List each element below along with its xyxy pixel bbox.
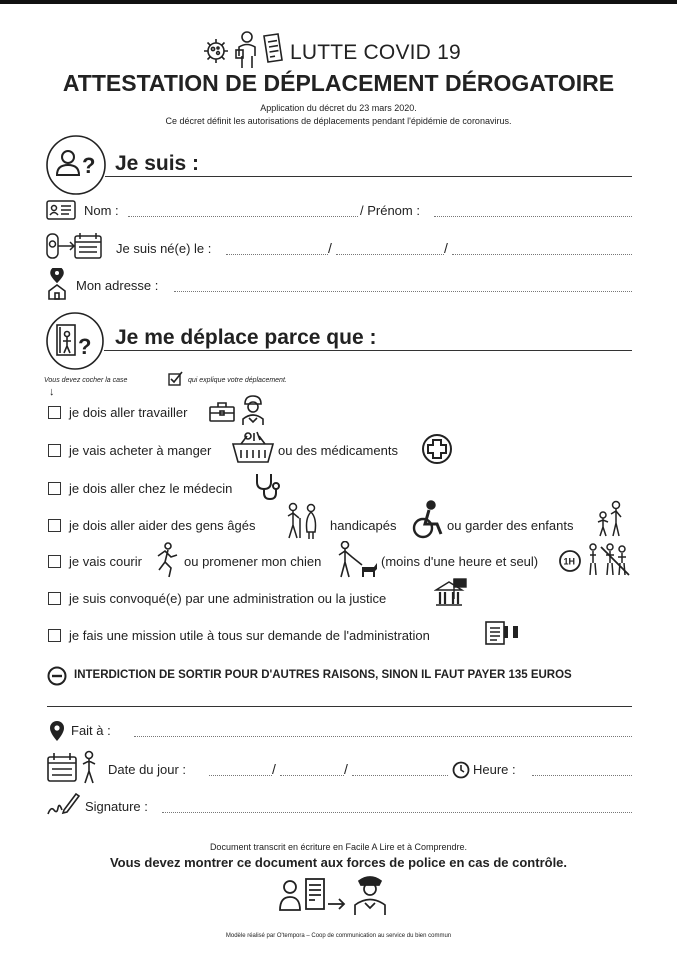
- clock-icon: [452, 761, 470, 779]
- elderly-people-icon: [283, 502, 323, 540]
- document-icon: [260, 32, 286, 66]
- option-dog-label: ou promener mon chien: [184, 554, 322, 569]
- fait-field[interactable]: [134, 736, 632, 737]
- option-medicine-label: ou des médicaments: [278, 443, 398, 458]
- checkbox-help-people[interactable]: [48, 519, 61, 532]
- checkbox-summons[interactable]: [48, 592, 61, 605]
- birth-slash-1: /: [328, 240, 332, 256]
- stethoscope-icon: [253, 472, 281, 502]
- one-hour-icon: [558, 549, 582, 573]
- signature-section-rule: [47, 706, 632, 707]
- address-field[interactable]: [174, 291, 632, 292]
- credit-line: Modèle réalisé par O'tempora – Coop de communication au service du bien commun: [225, 933, 452, 939]
- instruction-arrow: ↓: [49, 386, 55, 398]
- transcription-note: Document transcrit en écriture en Facile A Lire et à Comprendre.: [209, 842, 468, 852]
- checkbox-food-medicine[interactable]: [48, 444, 61, 457]
- option-handicap-label: handicapés: [330, 518, 397, 533]
- briefcase-icon: [208, 401, 236, 423]
- wheelchair-icon: [409, 500, 447, 540]
- option-mission-label: je fais une mission utile à tous sur demande de l'administration: [69, 628, 430, 643]
- nom-label: Nom :: [84, 203, 119, 218]
- fine-warning: INTERDICTION DE SORTIR POUR D'AUTRES RAISONS, SINON IL FAUT PAYER 135 EUROS: [74, 669, 572, 681]
- birth-month-field[interactable]: [336, 254, 444, 255]
- svg-text:?: ?: [82, 153, 96, 178]
- birth-day-field[interactable]: [226, 254, 328, 255]
- police-notice: Vous devez montrer ce document aux forces de police en cas de contrôle.: [109, 855, 568, 870]
- dog-walker-icon: [335, 541, 379, 579]
- date-slash-2: /: [344, 761, 348, 777]
- checked-box-icon: [168, 371, 184, 387]
- birth-slash-2: /: [444, 240, 448, 256]
- option-time-limit-label: (moins d'une heure et seul): [381, 554, 539, 569]
- section-rule-reason: [104, 350, 632, 351]
- instruction-before: Vous devez cocher la case: [44, 377, 128, 384]
- heure-field[interactable]: [532, 775, 632, 776]
- worker-icon: [240, 394, 266, 426]
- courthouse-icon: [434, 578, 468, 608]
- family-icon: [586, 543, 630, 577]
- house-pin-icon: [46, 268, 68, 300]
- no-entry-icon: [47, 666, 67, 686]
- section-heading-identity: Je suis :: [115, 152, 200, 175]
- prenom-field[interactable]: [434, 216, 632, 217]
- section-rule-identity: [105, 176, 632, 177]
- option-summons-label: je suis convoqué(e) par une administration ou la justice: [69, 591, 387, 606]
- svg-text:?: ?: [78, 334, 92, 359]
- decree-description: Ce décret définit les autorisations de déplacements pendant l'épidémie de coronavirus.: [165, 116, 512, 126]
- person-document-icon: [234, 30, 260, 70]
- document-flag-icon: [484, 620, 520, 646]
- runner-icon: [154, 542, 180, 578]
- checkbox-exercise[interactable]: [48, 555, 61, 568]
- date-slash-1: /: [272, 761, 276, 777]
- date-year-field[interactable]: [352, 775, 448, 776]
- address-label: Mon adresse :: [76, 278, 159, 293]
- date-month-field[interactable]: [280, 775, 344, 776]
- fait-label: Fait à :: [71, 723, 111, 738]
- option-children-label: ou garder des enfants: [447, 518, 574, 533]
- signature-field[interactable]: [162, 812, 632, 813]
- decree-reference: Application du décret du 23 mars 2020.: [260, 103, 417, 113]
- checkbox-mission[interactable]: [48, 629, 61, 642]
- heure-label: Heure :: [473, 762, 516, 777]
- person-question-icon: [44, 133, 108, 197]
- calendar-person-icon: [46, 750, 102, 784]
- nom-field[interactable]: [128, 216, 358, 217]
- pen-signature-icon: [46, 790, 80, 818]
- section-heading-reason: Je me déplace parce que :: [115, 326, 377, 349]
- prenom-label: / Prénom :: [360, 203, 420, 218]
- option-elderly-label: je dois aller aider des gens âgés: [69, 518, 256, 533]
- birth-year-field[interactable]: [452, 254, 632, 255]
- birth-label: Je suis né(e) le :: [116, 241, 212, 256]
- door-question-icon: [44, 310, 106, 372]
- date-label: Date du jour :: [108, 762, 187, 777]
- date-day-field[interactable]: [209, 775, 272, 776]
- option-work-label: je dois aller travailler: [69, 405, 188, 420]
- location-pin-icon: [49, 720, 65, 742]
- option-doctor-label: je dois aller chez le médecin: [69, 481, 233, 496]
- medical-cross-icon: [421, 433, 453, 465]
- signature-label: Signature :: [85, 799, 148, 814]
- logo-text: LUTTE COVID 19: [290, 41, 461, 64]
- police-icon: [350, 872, 390, 916]
- page-title: ATTESTATION DE DÉPLACEMENT DÉROGATOIRE: [62, 70, 615, 96]
- shopping-basket-icon: [231, 430, 275, 464]
- id-card-icon: [46, 200, 76, 220]
- children-icon: [594, 500, 628, 538]
- checkbox-work[interactable]: [48, 406, 61, 419]
- instruction-after: qui explique votre déplacement.: [188, 377, 287, 384]
- virus-icon: [201, 36, 231, 66]
- top-border: [0, 0, 677, 4]
- one-hour-badge: 1H: [563, 556, 576, 567]
- baby-calendar-icon: [44, 230, 104, 262]
- option-run-label: je vais courir: [69, 554, 142, 569]
- checkbox-doctor[interactable]: [48, 482, 61, 495]
- option-food-label: je vais acheter à manger: [69, 443, 212, 458]
